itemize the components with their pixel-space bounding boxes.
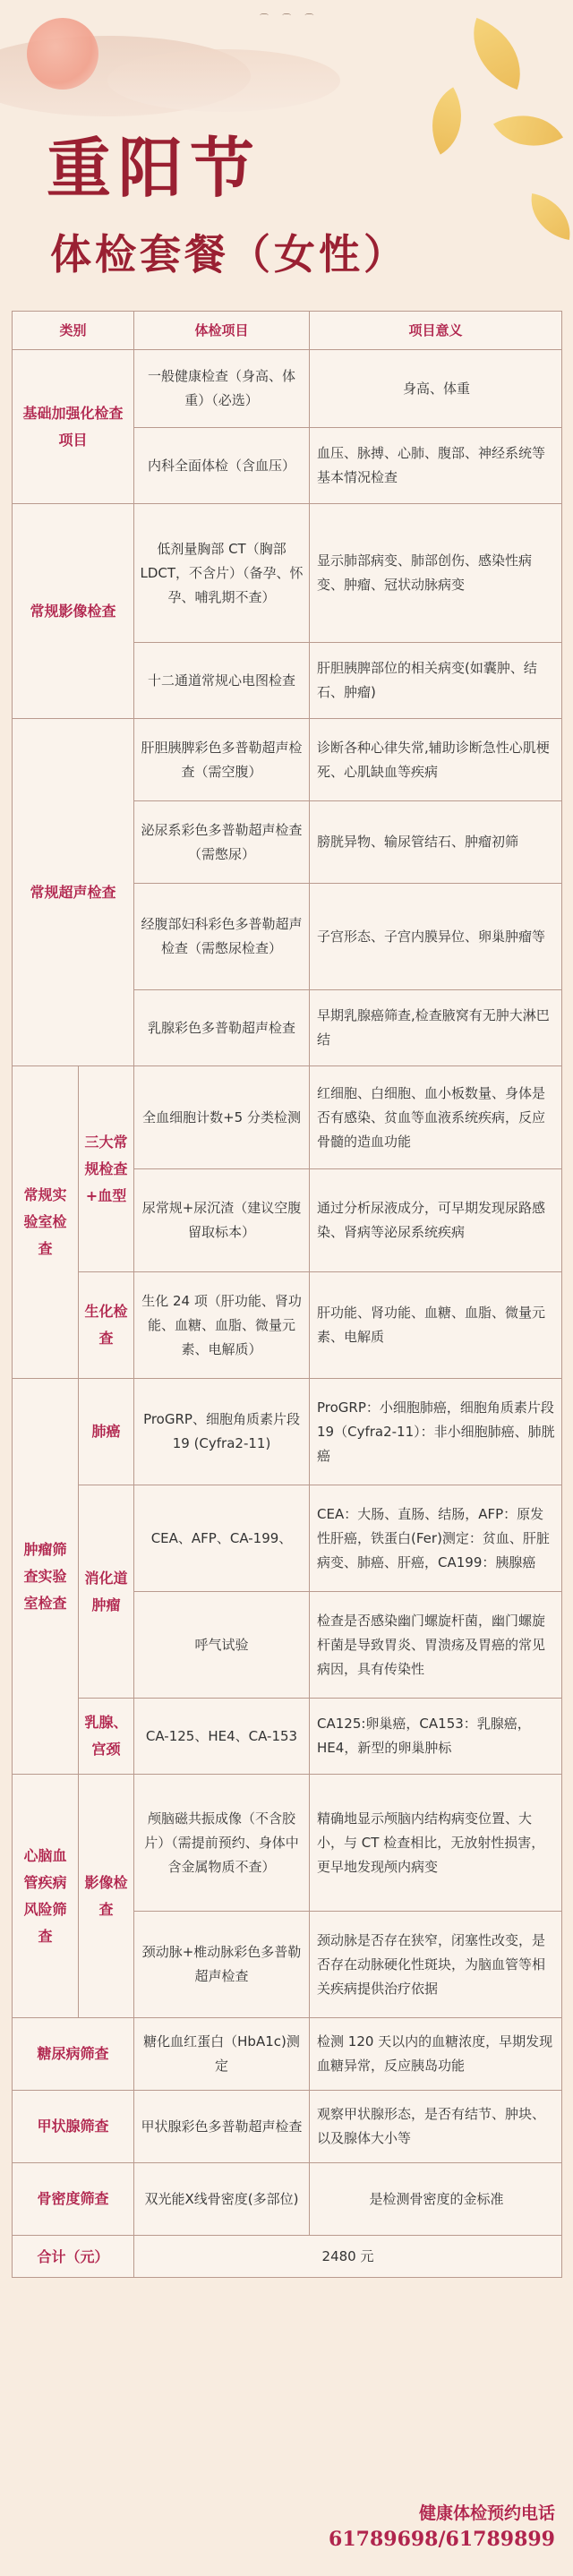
table-row (13, 2163, 562, 2236)
table-header-row (13, 312, 562, 350)
meaning-cell: 肝胆胰脾部位的相关病变(如囊肿、结石、肿瘤) (310, 643, 562, 719)
package-table-wrapper (12, 311, 561, 2278)
item-cell: 颅脑磁共振成像（不含胶片）（需提前预约、身体中含金属物质不查） (134, 1775, 310, 1912)
subcategory-lung: 肺癌 (79, 1379, 134, 1485)
subcategory-imaging: 影像检查 (79, 1775, 134, 2018)
item-cell: 全血细胞计数+5 分类检测 (134, 1066, 310, 1169)
meaning-cell: 观察甲状腺形态，是否有结节、肿块、以及腺体大小等 (310, 2091, 562, 2163)
item-cell: 甲状腺彩色多普勒超声检查 (134, 2091, 310, 2163)
item-cell: ProGRP、细胞角质素片段 19 (Cyfra2-11) (134, 1379, 310, 1485)
table-row (13, 1066, 562, 1169)
item-cell: 尿常规+尿沉渣（建议空腹留取标本） (134, 1169, 310, 1272)
item-cell: 糖化血红蛋白（HbA1c)测定 (134, 2018, 310, 2091)
item-cell: 一般健康检查（身高、体重）（必选） (134, 350, 310, 428)
item-cell: 颈动脉+椎动脉彩色多普勒超声检查 (134, 1912, 310, 2018)
item-cell: 肝胆胰脾彩色多普勒超声检查（需空腹） (134, 719, 310, 801)
meaning-cell: 子宫形态、子宫内膜异位、卵巢肿瘤等 (310, 884, 562, 990)
category-lab: 常规实验室检查 (13, 1066, 79, 1379)
page-subtitle: 体检套餐（女性） (50, 230, 408, 278)
header-item: 体检项目 (134, 312, 310, 350)
meaning-cell: 精确地显示颅脑内结构病变位置、大小，与 CT 检查相比，无放射性损害，更早地发现颅内病变 (310, 1775, 562, 1912)
subcategory-biochem: 生化检查 (79, 1272, 134, 1379)
ginkgo-leaf-icon (526, 193, 573, 240)
ginkgo-leaf-icon (415, 87, 479, 154)
booking-label: 健康体检预约电话 (418, 2503, 555, 2523)
subcategory-breast-cervix: 乳腺、宫颈 (79, 1699, 134, 1775)
meaning-cell: 显示肺部病变、肺部创伤、感染性病变、肿瘤、冠状动脉病变 (310, 504, 562, 643)
meaning-cell: 检测 120 天以内的血糖浓度，早期发现血糖异常，反应胰岛功能 (310, 2018, 562, 2091)
meaning-cell: 是检测骨密度的金标准 (310, 2163, 562, 2236)
total-row (13, 2236, 562, 2278)
subcategory-three-routine: 三大常规检查+血型 (79, 1066, 134, 1272)
item-cell: CA-125、HE4、CA-153 (134, 1699, 310, 1775)
meaning-cell: ProGRP：小细胞肺癌，细胞角质素片段 19（Cyfra2-11）：非小细胞肺癌、肺胱癌 (310, 1379, 562, 1485)
meaning-cell: CEA：大肠、直肠、结肠，AFP：原发性肝癌，铁蛋白(Fer)测定：贫血、肝脏病变、肺癌、肝癌，CA199：胰腺癌 (310, 1485, 562, 1592)
category-bone: 骨密度筛查 (13, 2163, 134, 2236)
meaning-cell: 早期乳腺癌筛查,检查腋窝有无肿大淋巴结 (310, 990, 562, 1066)
ginkgo-leaf-icon (458, 18, 535, 90)
meaning-cell: 膀胱异物、输尿管结石、肿瘤初筛 (310, 801, 562, 884)
table-row (13, 350, 562, 428)
ginkgo-leaf-icon (493, 97, 563, 164)
meaning-cell: 肝功能、肾功能、血糖、血脂、微量元素、电解质 (310, 1272, 562, 1379)
meaning-cell: 红细胞、白细胞、血小板数量、身体是否有感染、贫血等血液系统疾病，反应骨髓的造血功能 (310, 1066, 562, 1169)
item-cell: 双光能X线骨密度(多部位) (134, 2163, 310, 2236)
table-row (13, 2018, 562, 2091)
meaning-cell: 血压、脉搏、心肺、腹部、神经系统等基本情况检查 (310, 428, 562, 504)
booking-footer (329, 2500, 555, 2551)
table-row (13, 1272, 562, 1379)
item-cell: 十二通道常规心电图检查 (134, 643, 310, 719)
header-banner (0, 0, 573, 309)
category-thyroid: 甲状腺筛查 (13, 2091, 134, 2163)
decor-hill (107, 49, 340, 112)
meaning-cell: 诊断各种心律失常,辅助诊断急性心肌梗死、心肌缺血等疾病 (310, 719, 562, 801)
meaning-cell: CA125:卵巢癌，CA153：乳腺癌，HE4，新型的卵巢肿标 (310, 1699, 562, 1775)
table-row (13, 1485, 562, 1592)
item-cell: 内科全面体检（含血压） (134, 428, 310, 504)
page-title: 重阳节 (47, 130, 262, 206)
category-cardio: 心脑血管疾病风险筛查 (13, 1775, 79, 2018)
category-diabetes: 糖尿病筛查 (13, 2018, 134, 2091)
meaning-cell: 颈动脉是否存在狭窄，闭塞性改变，是否存在动脉硬化性斑块，为脑血管等相关疾病提供治疗依据 (310, 1912, 562, 2018)
table-row (13, 719, 562, 801)
package-table (12, 311, 562, 2278)
meaning-cell: 检查是否感染幽门螺旋杆菌，幽门螺旋杆菌是导致胃炎、胃溃疡及胃癌的常见病因，具有传染性 (310, 1592, 562, 1699)
item-cell: 生化 24 项（肝功能、肾功能、血糖、血脂、微量元素、电解质） (134, 1272, 310, 1379)
header-meaning: 项目意义 (310, 312, 562, 350)
category-basic: 基础加强化检查项目 (13, 350, 134, 504)
table-row (13, 1699, 562, 1775)
meaning-cell: 身高、体重 (310, 350, 562, 428)
category-tumor: 肿瘤筛查实验室检查 (13, 1379, 79, 1775)
item-cell: CEA、AFP、CA-199、 (134, 1485, 310, 1592)
table-row (13, 1775, 562, 1912)
subcategory-digestive: 消化道肿瘤 (79, 1485, 134, 1699)
item-cell: 经腹部妇科彩色多普勒超声检查（需憋尿检查） (134, 884, 310, 990)
decor-sun (27, 18, 98, 90)
item-cell: 乳腺彩色多普勒超声检查 (134, 990, 310, 1066)
total-label: 合计（元） (13, 2236, 134, 2278)
category-imaging: 常规影像检查 (13, 504, 134, 719)
category-ultrasound: 常规超声检查 (13, 719, 134, 1066)
booking-phone[interactable]: 61789698/61789899 (329, 2528, 555, 2551)
table-row (13, 1379, 562, 1485)
total-value: 2480 元 (134, 2236, 562, 2278)
table-row (13, 2091, 562, 2163)
meaning-cell: 通过分析尿液成分，可早期发现尿路感染、肾病等泌尿系统疾病 (310, 1169, 562, 1272)
header-category: 类别 (13, 312, 134, 350)
item-cell: 呼气试验 (134, 1592, 310, 1699)
item-cell: 泌尿系彩色多普勒超声检查（需憋尿） (134, 801, 310, 884)
item-cell: 低剂量胸部 CT（胸部LDCT，不含片）（备孕、怀孕、哺乳期不查） (134, 504, 310, 643)
table-row (13, 504, 562, 643)
decor-birds-icon: ⌒ ⌒ ⌒ (260, 14, 320, 24)
